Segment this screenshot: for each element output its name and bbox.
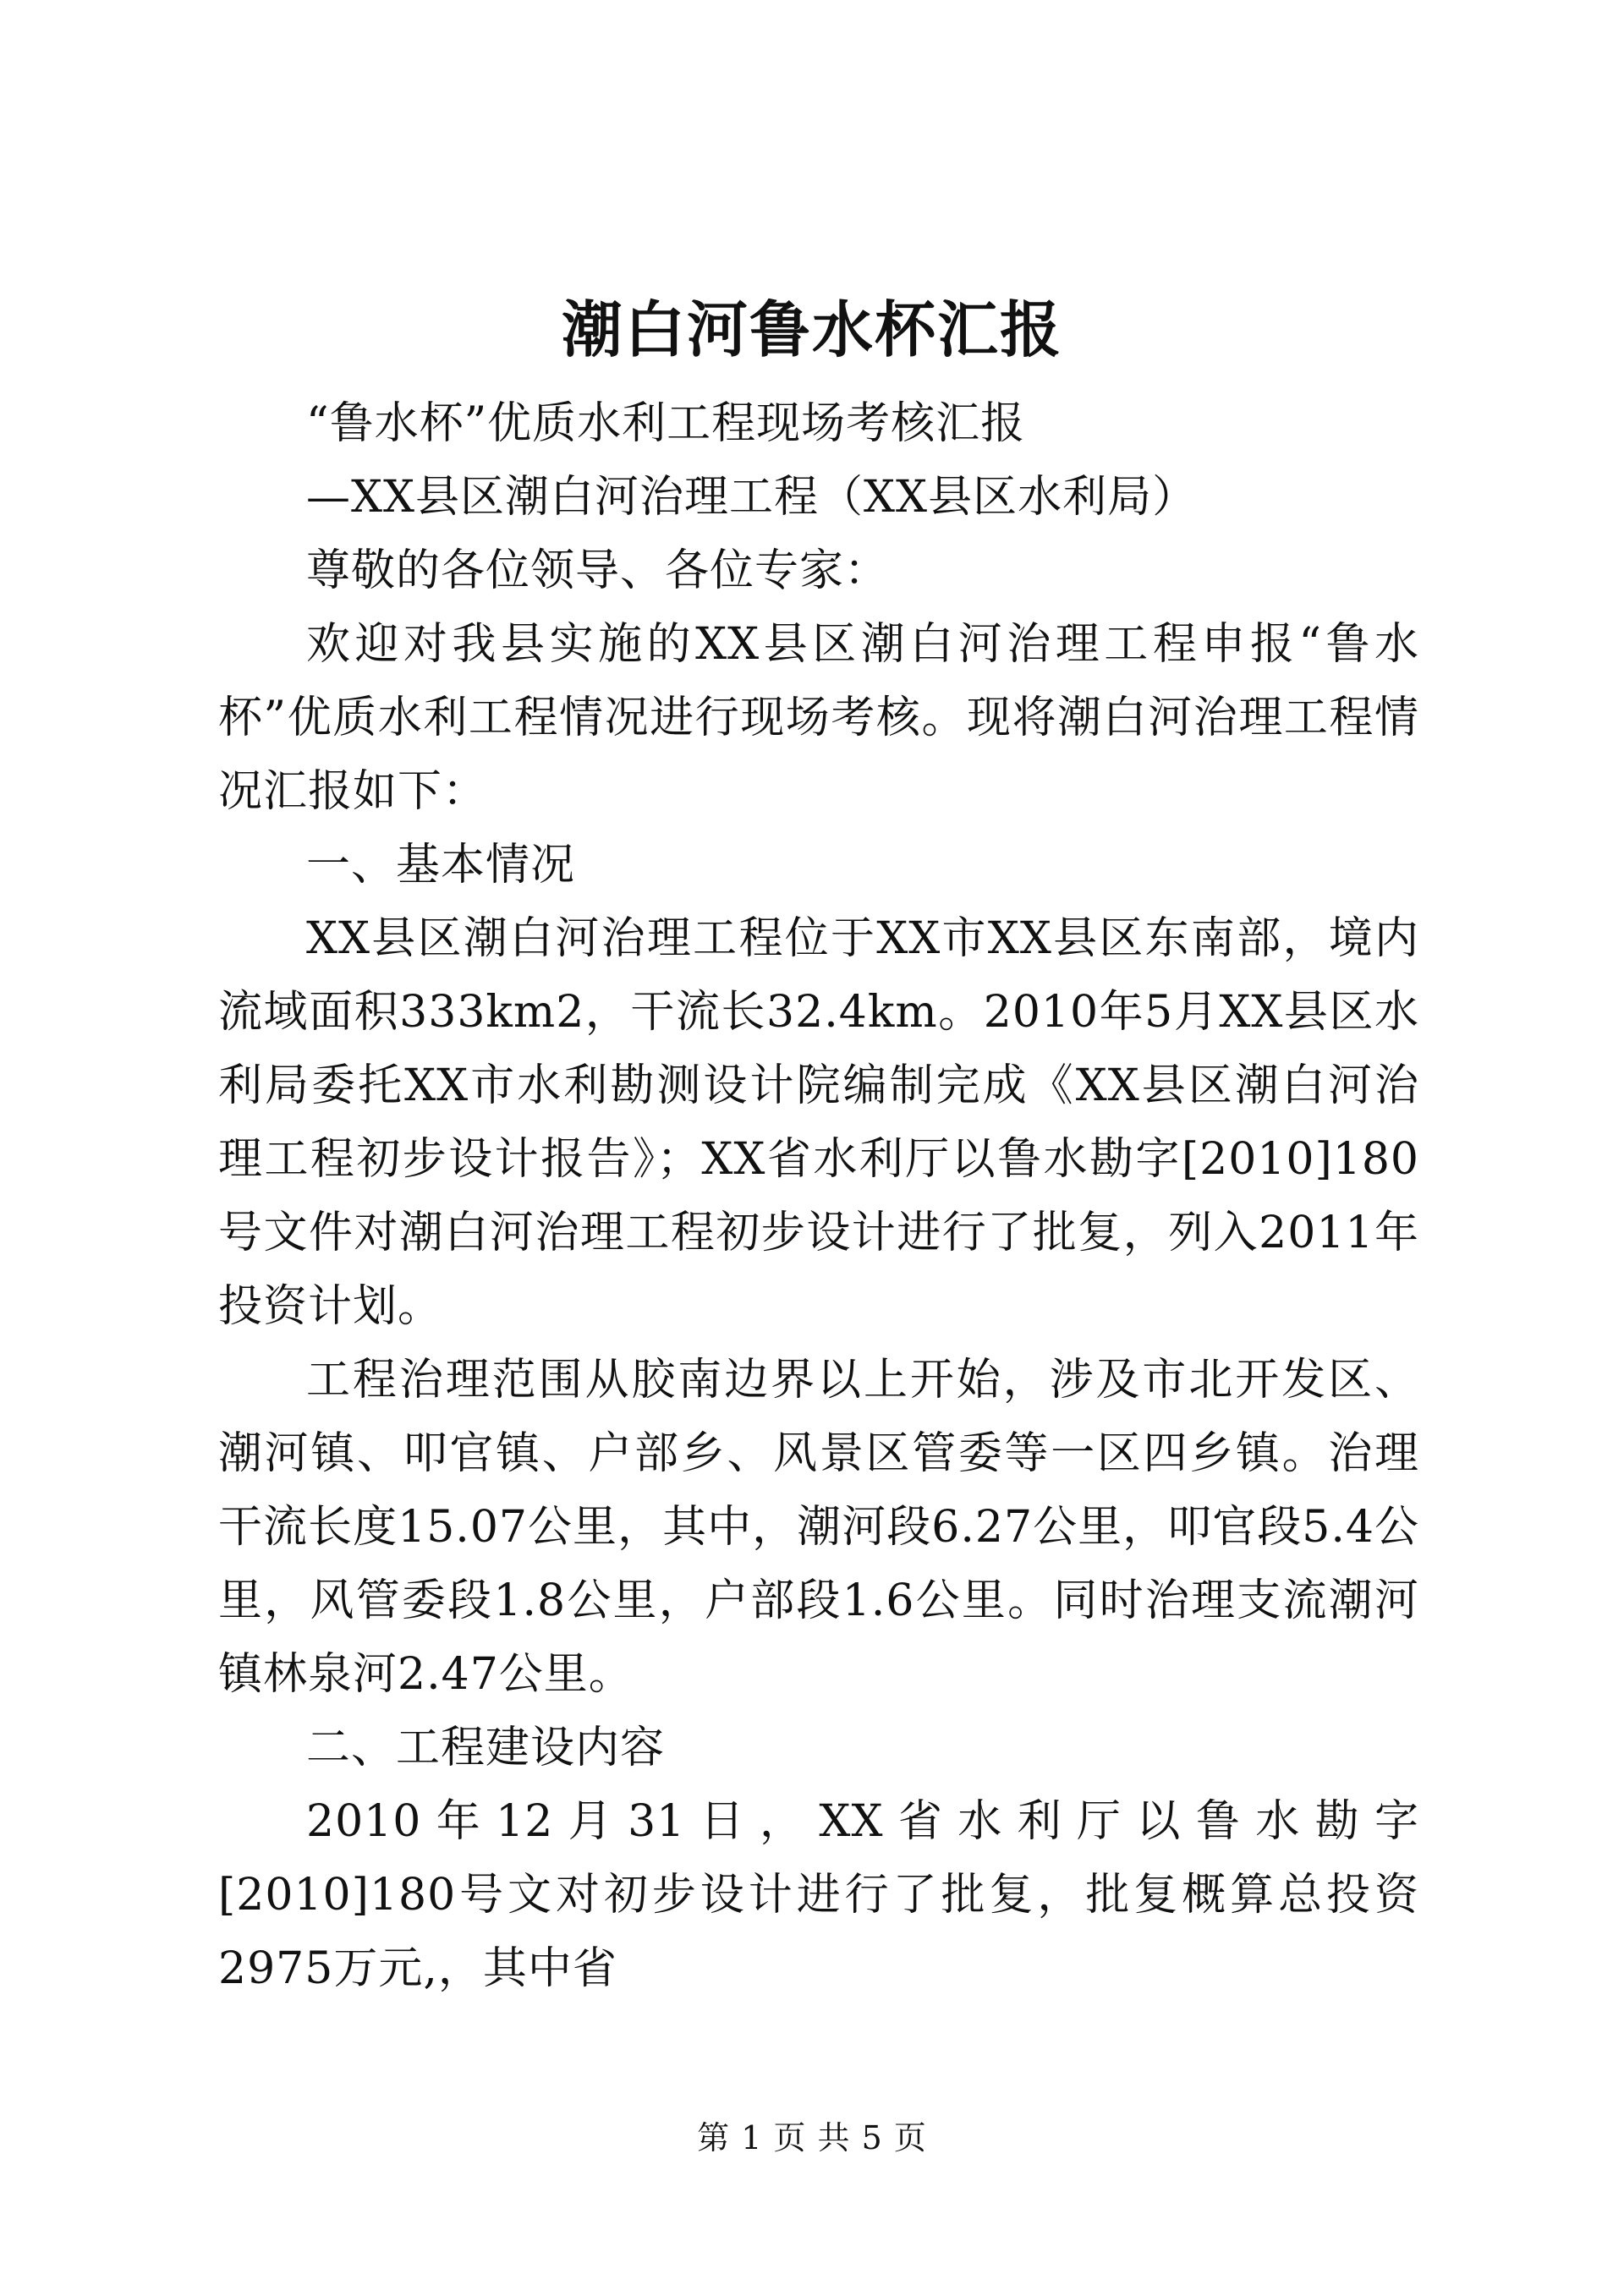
- scope-paragraph: 工程治理范围从胶南边界以上开始，涉及市北开发区、潮河镇、叩官镇、户部乡、风景区管委等一区四乡镇。治理干流长度15.07公里，其中，潮河段6.27公里，叩官段5.4公里，风管委段1.8公里，户部段1.6公里。同时治理支流潮河镇林泉河2.47公里。: [218, 1355, 1419, 1700]
- project-line: —XX县区潮白河治理工程（XX县区水利局）: [306, 472, 1198, 523]
- basic-info-paragraph: XX县区潮白河治理工程位于XX市XX县区东南部，境内流域面积333km2，干流长32.4km。2010年5月XX县区水利局委托XX市水利勘测设计院编制完成《XX县区潮白河治理工程初步设计报告》；XX省水利厅以鲁水勘字[2010]180号文件对潮白河治理工程初步设计进行了批复，列入2011年投资计划。: [218, 913, 1419, 1332]
- page-number-footer: 第 1 页 共 5 页: [697, 2119, 927, 2156]
- subtitle: “鲁水杯”优质水利工程现场考核汇报: [306, 398, 1026, 449]
- construction-paragraph: 2010年12月31日，XX省水利厅以鲁水勘字[2010]180号文对初步设计进行了批复，批复概算总投资2975万元,，其中省: [218, 1796, 1419, 1994]
- section-heading-basic: 一、基本情况: [306, 840, 576, 890]
- salutation: 尊敬的各位领导、各位专家：: [306, 545, 890, 596]
- document-title: 潮白河鲁水杯汇报: [561, 293, 1062, 365]
- intro-paragraph: 欢迎对我县实施的XX县区潮白河治理工程申报“鲁水杯”优质水利工程情况进行现场考核。现将潮白河治理工程情况汇报如下：: [218, 619, 1419, 817]
- document-body: [218, 387, 1419, 2006]
- section-heading-construction: 二、工程建设内容: [306, 1723, 666, 1773]
